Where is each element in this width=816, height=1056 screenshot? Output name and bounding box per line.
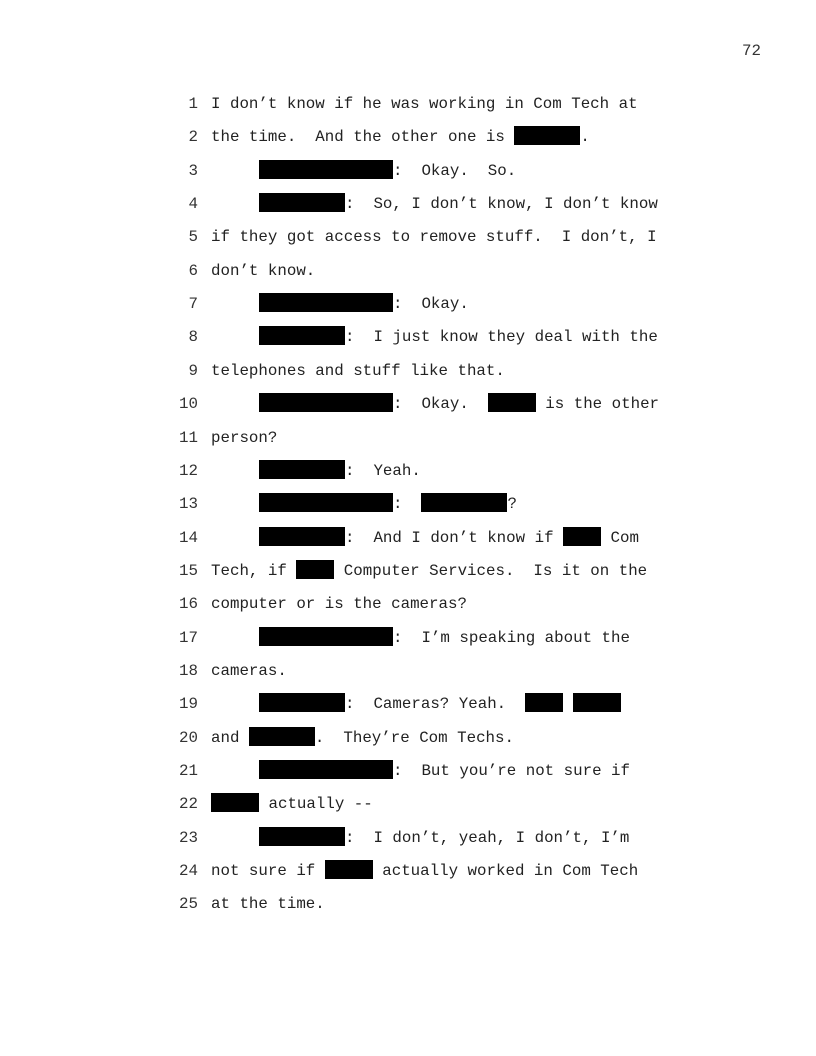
line-text [211, 126, 590, 148]
line-text-segment: : I’m speaking about the [393, 628, 630, 647]
redaction-block [421, 493, 507, 512]
line-number: 15 [179, 561, 198, 580]
line-text [211, 260, 315, 282]
line-number: 16 [179, 595, 198, 614]
redaction-block [259, 693, 345, 712]
redaction-block [259, 393, 393, 412]
line-text-segment: : But you’re not sure if [393, 762, 630, 780]
line-text-segment: : I don’t, yeah, I don’t, I’m [345, 828, 630, 847]
line-text [259, 760, 630, 782]
line-number: 24 [179, 862, 198, 881]
line-text-segment: not sure if [211, 862, 325, 881]
line-text-segment: cameras. [211, 661, 287, 680]
line-text-segment [563, 695, 572, 713]
line-text-segment: computer or is the cameras? [211, 595, 467, 614]
redaction-block [211, 793, 259, 812]
line-number: 18 [179, 661, 198, 680]
line-number: 1 [188, 95, 198, 113]
redaction-block [259, 493, 393, 512]
redaction-block [563, 527, 601, 546]
line-text [259, 460, 421, 482]
line-text [259, 693, 621, 715]
line-number: 19 [179, 695, 198, 714]
line-number: 6 [188, 261, 198, 280]
line-text-segment: at the time. [211, 895, 325, 914]
line-text-segment: is the other [535, 395, 660, 414]
line-text [259, 326, 658, 348]
line-text-segment: : So, I don’t know, I don’t know [345, 195, 658, 214]
line-text [211, 226, 657, 248]
line-text [211, 560, 647, 582]
line-number: 17 [179, 628, 198, 647]
line-text [259, 527, 639, 549]
line-text-segment: : Okay. [393, 295, 469, 314]
line-number: 8 [188, 328, 198, 347]
line-number: 21 [179, 762, 198, 780]
line-text-segment: Tech, if [211, 561, 297, 580]
line-number: 2 [188, 128, 198, 147]
line-text [211, 427, 277, 449]
line-number: 13 [179, 495, 198, 514]
line-text [259, 393, 659, 415]
line-text [259, 827, 629, 849]
line-text-segment: if they got access to remove stuff. I don’t, I [211, 228, 657, 247]
line-text-segment: : Cameras? Yeah. [345, 695, 526, 714]
line-number: 9 [188, 361, 198, 380]
redaction-block [259, 527, 345, 546]
redaction-block [259, 293, 393, 312]
line-text-segment: : And I don’t know if [345, 528, 564, 547]
line-number: 11 [179, 428, 198, 447]
line-text [211, 360, 505, 382]
line-text-segment: don’t know. [211, 261, 316, 280]
line-text-segment: Computer Services. Is it on the [334, 561, 648, 580]
redaction-block [514, 126, 580, 145]
line-number: 20 [179, 728, 198, 747]
line-text-segment: telephones and stuff like that. [211, 361, 505, 380]
redaction-block [259, 160, 393, 179]
line-text [259, 193, 658, 215]
line-text [259, 293, 469, 315]
line-text-segment: and [211, 728, 249, 747]
line-text [259, 493, 517, 515]
line-number: 22 [179, 795, 198, 814]
line-text [211, 593, 467, 615]
redaction-block [249, 727, 315, 746]
line-text-segment: Com [601, 528, 639, 547]
line-text-segment: : Okay. [393, 395, 488, 414]
line-text [211, 93, 638, 115]
line-text [211, 893, 325, 915]
line-text-segment: : [393, 495, 422, 514]
line-text [211, 727, 514, 749]
line-text-segment: actually -- [259, 795, 373, 814]
line-text [211, 660, 287, 682]
line-text-segment: : Okay. So. [393, 161, 517, 180]
line-number: 7 [188, 295, 198, 314]
line-text [259, 627, 630, 649]
line-text [211, 793, 373, 815]
redaction-block [259, 760, 393, 779]
redaction-block [573, 693, 621, 712]
line-number: 10 [179, 395, 198, 414]
line-text-segment: : I just know they deal with the [345, 328, 658, 347]
line-number: 23 [179, 828, 198, 847]
redaction-block [525, 693, 563, 712]
line-number: 4 [188, 195, 198, 214]
line-number: 3 [188, 161, 198, 180]
line-text-segment: actually worked in Com Tech [372, 862, 639, 881]
line-text-segment: the time. And the other one is [211, 128, 515, 147]
line-text-segment: I don’t know if he was working in Com Tech at [211, 95, 638, 113]
line-number: 12 [179, 461, 198, 480]
line-text [259, 160, 516, 182]
line-number: 25 [179, 895, 198, 914]
line-number: 14 [179, 528, 198, 547]
line-text [211, 860, 638, 882]
redaction-block [296, 560, 334, 579]
line-text-segment: : Yeah. [345, 461, 421, 480]
redaction-block [259, 827, 345, 846]
redaction-block [259, 627, 393, 646]
line-number: 5 [188, 228, 198, 247]
line-text-segment: . [580, 128, 590, 147]
line-text-segment: person? [211, 428, 278, 447]
redaction-block [259, 193, 345, 212]
redaction-block [259, 460, 345, 479]
redaction-block [488, 393, 536, 412]
line-text-segment: . They’re Com Techs. [314, 728, 514, 747]
redaction-block [325, 860, 373, 879]
page-number: 72 [742, 42, 761, 60]
redaction-block [259, 326, 345, 345]
line-text-segment: ? [507, 495, 517, 514]
